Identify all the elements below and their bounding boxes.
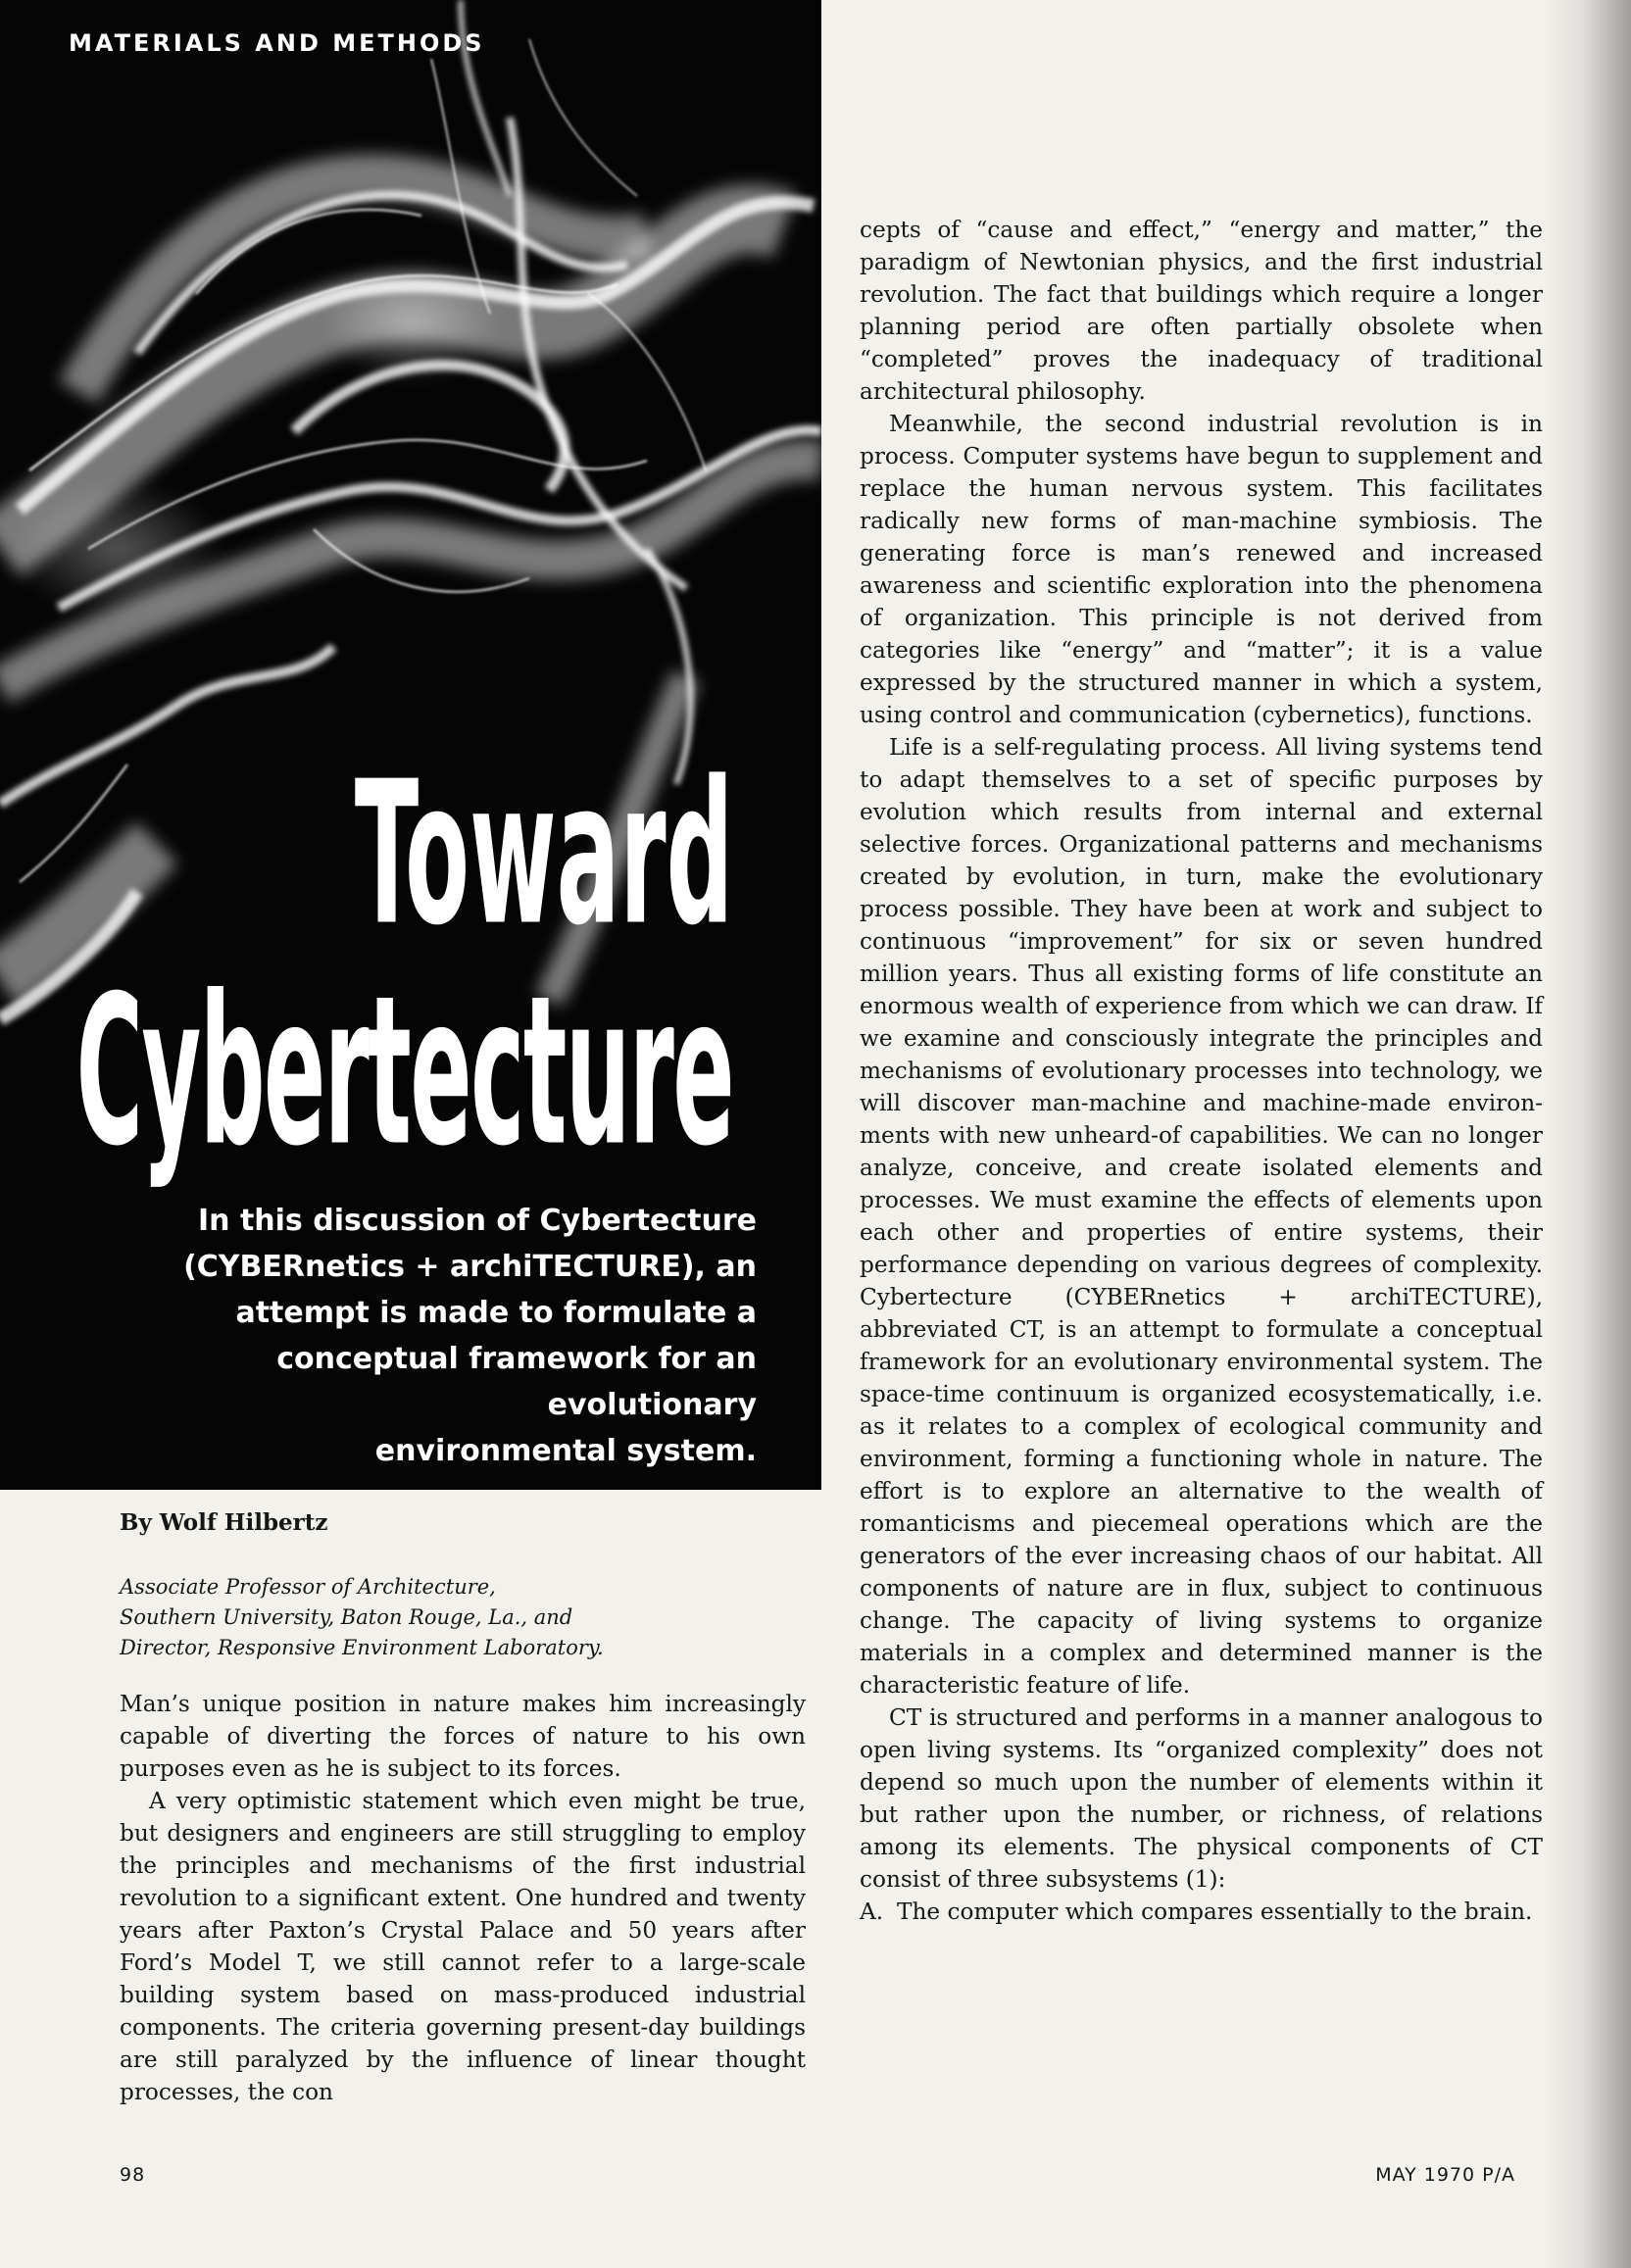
right-column bbox=[860, 214, 1543, 1928]
deck-line: conceptual framework for an evolutionary bbox=[276, 1342, 757, 1422]
deck-line: attempt is made to formulate a bbox=[235, 1296, 757, 1330]
deck-line: In this discussion of Cybertecture bbox=[197, 1204, 757, 1238]
title-line-1: Toward bbox=[354, 737, 733, 969]
affiliation-line: Southern University, Baton Rouge, La., and bbox=[120, 1605, 573, 1629]
body-paragraph: Life is a self-regulating process. All living systems tend to adapt themselves to a set of specific purposes by evolution which results from internal and external selective forces. Organizational patterns and mechanisms created by evolution, in turn, make the evolutionary process possible. They have been at work and subject to continuous “improvement” for six or seven hundred million years. Thus all existing forms of life constitute an enormous wealth of experience from which we can draw. If we examine and consciously integrate the principles and mechanisms of evolutionary processes into technology, we will discover man-machine and machine-made environments with new unheard-of capabilities. We can no longer analyze, conceive, and create isolated elements and processes. We must examine the effects of elements upon each other and properties of entire systems, their performance depending on various degrees of complexity. Cybertecture (CYBERnetics + archiTECTURE), abbreviated CT, is an attempt to formulate a conceptual framework for an evolutionary environmental system. The space-time continuum is organized ecosystematically, i.e. as it relates to a complex of ecological community and environment, forming a functioning whole in nature. The effort is to explore an alternative to the wealth of romanticisms and piecemeal operations which are the generators of the ever increasing chaos of our habitat. All components of nature are in flux, subject to continuous change. The capacity of living systems to organize materials in a complex and determined manner is the characteristic feature of life. bbox=[860, 734, 1543, 1699]
left-column bbox=[120, 1688, 806, 2108]
body-paragraph: Meanwhile, the second industrial revolution is in process. Computer systems have begun to supplement and replace the human nervous system. This facilitates radically new forms of man-machine symbiosis. The generating force is man’s renewed and increased awareness and scientific exploration into the phenomena of organization. This principle is not derived from categories like “energy” and “matter”; it is a value expressed by the structured manner in which a system, using control and communication (cybernetics), functions. bbox=[860, 411, 1543, 728]
page-number: 98 bbox=[120, 2164, 146, 2186]
deck-line: (CYBERnetics + archiTECTURE), an bbox=[183, 1250, 757, 1284]
deck-text bbox=[129, 1198, 757, 1474]
list-item-text: The computer which compares essentially to the brain. bbox=[897, 1898, 1533, 1925]
body-paragraph: A very optimistic statement which even might be true, but designers and engineers are still struggling to employ the principles and mechanisms of the first industrial revolution to a significant extent. One hundred and twenty years after Paxton’s Crystal Palace and 50 years after Ford’s Model T, we still cannot refer to a large-scale building system based on mass-produced industrial components. The criteria governing present-day buildings are still paralyzed by the influence of linear thought processes, the con bbox=[120, 1788, 806, 2105]
issue-footer: MAY 1970 P/A bbox=[1375, 2164, 1515, 2186]
affiliation-line: Director, Responsive Environment Laboratory. bbox=[120, 1636, 604, 1659]
body-paragraph: Man’s unique position in nature makes him increasingly capable of diverting the forces of nature to his own purposes even as he is subject to its forces. bbox=[120, 1691, 806, 1782]
title-line-2: Cybertecture bbox=[75, 953, 733, 1193]
body-paragraph: CT is structured and performs in a manner analogous to open living systems. Its “organized complexity” does not depend so much upon the number of elements within it but rather upon the number, or richness, of relations among its elements. The physical components of CT consist of three subsystems (1): bbox=[860, 1704, 1543, 1893]
deck-line: environmental system. bbox=[374, 1434, 757, 1468]
list-marker: A. bbox=[860, 1898, 884, 1925]
hero-panel bbox=[0, 0, 821, 1490]
page-edge-shadow bbox=[1543, 0, 1631, 2268]
author-byline: By Wolf Hilbertz bbox=[120, 1509, 328, 1536]
author-affiliation bbox=[120, 1572, 786, 1663]
section-label: MATERIALS AND METHODS bbox=[69, 29, 485, 57]
affiliation-line: Associate Professor of Architecture, bbox=[120, 1575, 496, 1599]
body-paragraph: cepts of “cause and effect,” “energy and matter,” the paradigm of Newtonian physics, and the first industrial revolution. The fact that buildings which require a longer planning period are often partially obsolete when “completed” proves the inadequacy of traditional architectural philosophy. bbox=[860, 217, 1543, 405]
list-item bbox=[860, 1896, 1543, 1928]
